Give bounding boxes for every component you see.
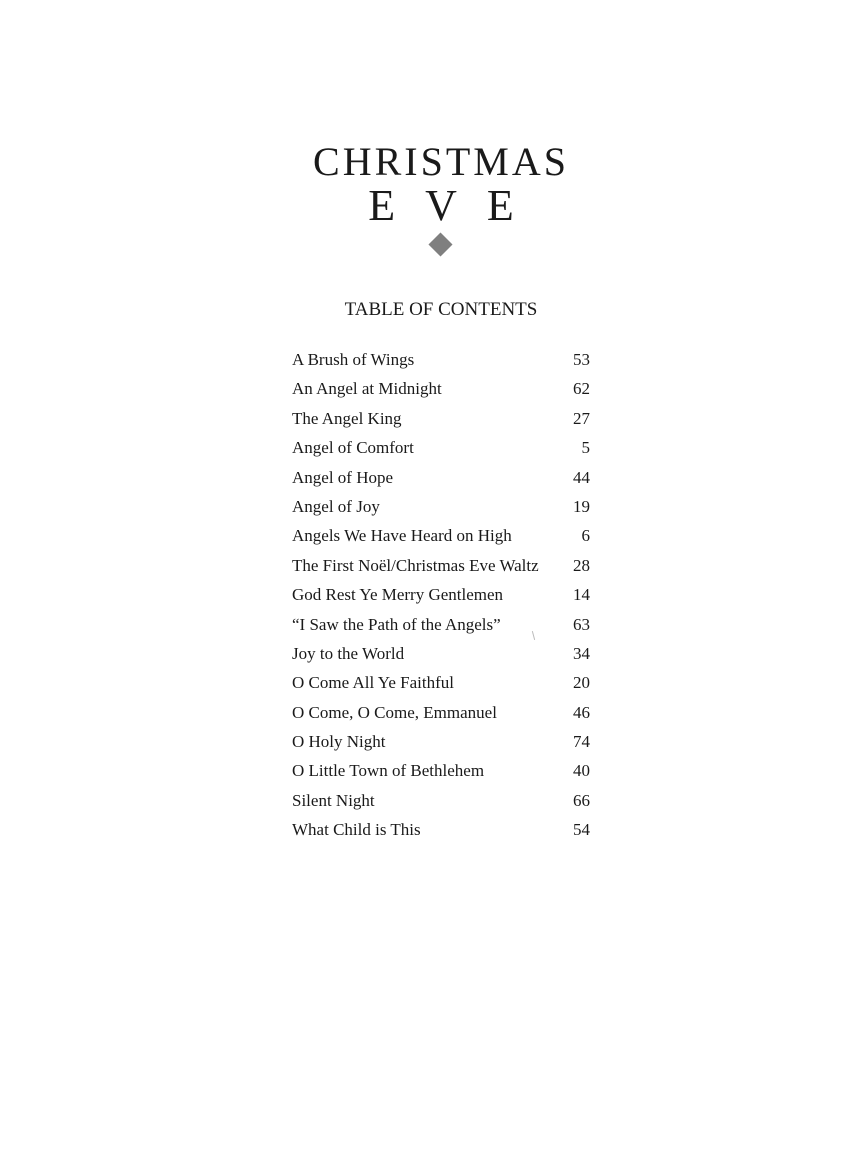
toc-entry xyxy=(292,521,590,550)
toc-entry-title: Angels We Have Heard on High xyxy=(292,526,512,546)
book-title-line2: EVE xyxy=(368,181,544,230)
toc-entry-title: God Rest Ye Merry Gentlemen xyxy=(292,585,504,605)
toc-entry-page: 66 xyxy=(573,790,590,810)
toc-entry-title: What Child is This xyxy=(292,820,421,840)
toc-entry xyxy=(292,463,590,492)
toc-entry-title: An Angel at Midnight xyxy=(292,379,442,399)
toc-entry-title: O Come All Ye Faithful xyxy=(292,673,454,693)
toc-entry-page: 14 xyxy=(573,585,590,605)
toc-entry xyxy=(292,551,590,580)
toc-entry-page: 44 xyxy=(573,467,590,487)
toc-entry-page: 74 xyxy=(573,732,590,752)
toc-entry-page: 28 xyxy=(573,555,590,575)
toc-entry-page: 46 xyxy=(573,702,590,722)
toc-entry-page: 62 xyxy=(573,379,590,399)
toc-entry-title: Silent Night xyxy=(292,790,375,810)
toc-entry-title: The First Noël/Christmas Eve Waltz xyxy=(292,555,539,575)
toc-list xyxy=(292,345,590,845)
toc-entry xyxy=(292,668,590,697)
toc-entry xyxy=(292,639,590,668)
toc-entry xyxy=(292,492,590,521)
toc-entry xyxy=(292,786,590,815)
toc-entry-title: O Little Town of Bethlehem xyxy=(292,761,485,781)
toc-entry-title: Angel of Hope xyxy=(292,467,394,487)
toc-entry-title: Joy to the World xyxy=(292,643,405,663)
toc-entry xyxy=(292,727,590,756)
toc-entry-page: 53 xyxy=(573,350,590,369)
toc-entry xyxy=(292,345,590,374)
toc-entry xyxy=(292,610,590,639)
diamond-ornament-icon xyxy=(428,232,452,256)
toc-entry-title: O Come, O Come, Emmanuel xyxy=(292,702,497,722)
toc-entry-title: Angel of Joy xyxy=(292,496,380,516)
toc-entry-title: Angel of Comfort xyxy=(292,438,414,458)
toc-entry xyxy=(292,580,590,609)
toc-entry-page: 40 xyxy=(573,761,590,781)
book-title-line1: CHRISTMAS xyxy=(313,139,569,184)
toc-entry-page: 27 xyxy=(573,408,590,428)
toc-entry xyxy=(292,756,590,785)
toc-entry xyxy=(292,374,590,403)
toc-entry-title: O Holy Night xyxy=(292,732,386,752)
toc-entry-title: “I Saw the Path of the Angels” xyxy=(292,614,501,634)
toc-entry-page: 34 xyxy=(573,643,590,663)
toc-entry-page: 54 xyxy=(573,820,590,840)
toc-entry xyxy=(292,433,590,462)
toc-entry xyxy=(292,698,590,727)
toc-entry-page: 63 xyxy=(573,614,590,634)
toc-entry xyxy=(292,404,590,433)
toc-entry xyxy=(292,815,590,844)
toc-entry-page: 6 xyxy=(581,526,590,546)
toc-heading: TABLE OF CONTENTS xyxy=(344,299,538,320)
toc-entry-title: The Angel King xyxy=(292,408,402,428)
toc-entry-page: 20 xyxy=(573,673,590,693)
toc-entry-title: A Brush of Wings xyxy=(292,350,415,369)
toc-entry-page: 19 xyxy=(573,496,590,516)
toc-entry-page: 5 xyxy=(581,438,590,458)
